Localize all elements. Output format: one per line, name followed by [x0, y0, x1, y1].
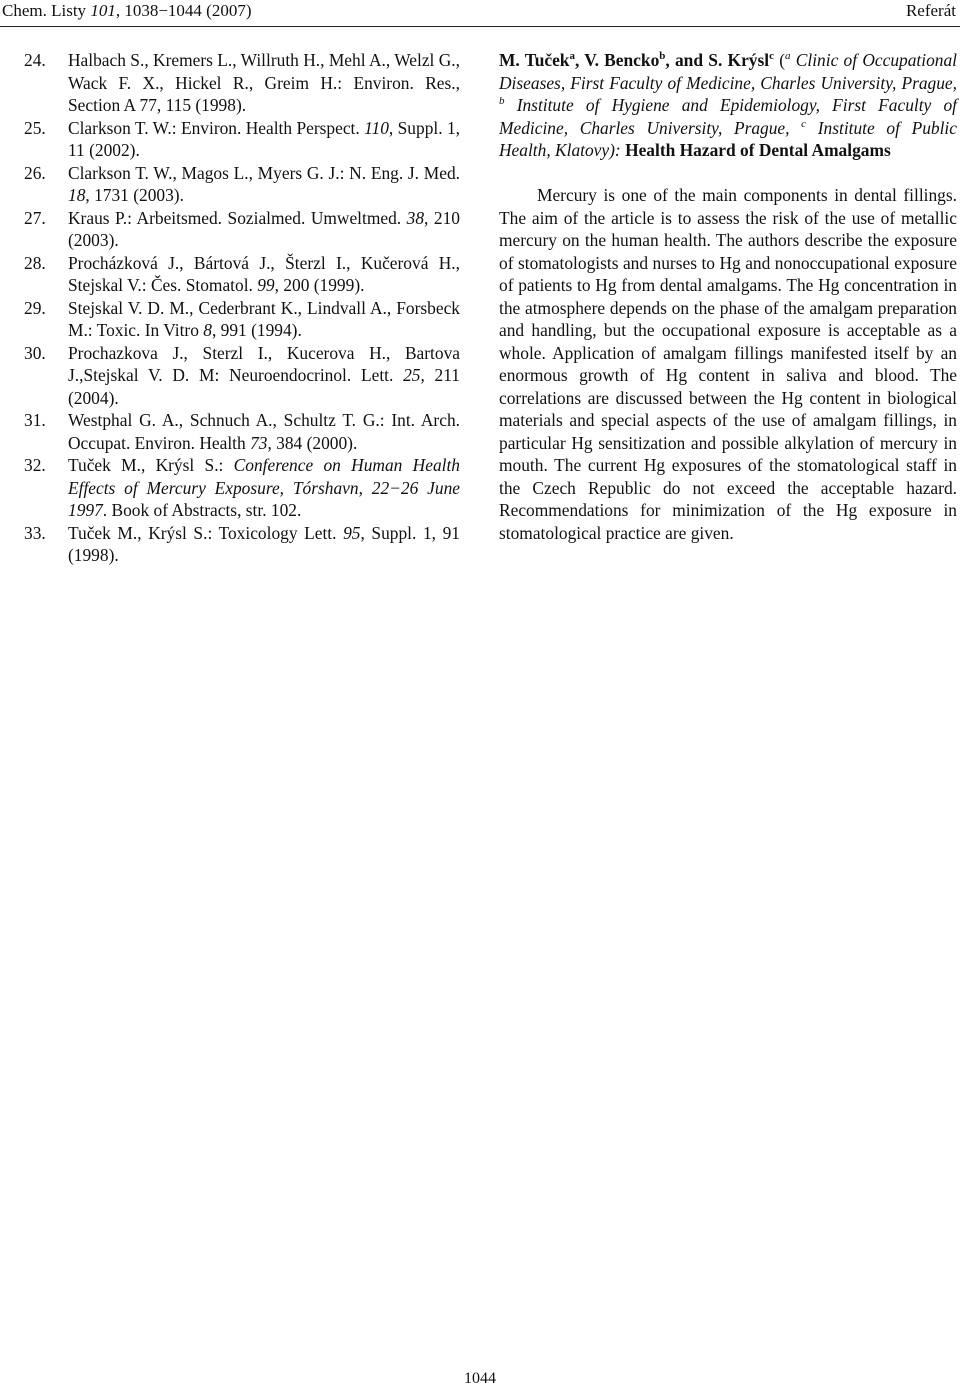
author-1-affiliation-mark: a — [569, 50, 575, 63]
affiliation-c: Institute of Public Health, Klatovy): — [499, 117, 957, 160]
affiliation-b-mark: b — [499, 95, 505, 108]
reference-conference-title: Conference on Human Health Effects of Mercury Exposure, Tórshavn, 22−26 June 1997 — [68, 455, 460, 520]
journal-pages-end: 1044 (2007) — [167, 1, 252, 20]
reference-number: 25. — [24, 117, 46, 138]
journal-citation — [2, 1, 251, 21]
affiliation-a-mark: a — [785, 50, 791, 63]
journal-pages-dash: − — [158, 1, 168, 20]
reference-text-end: , Suppl. 1, 91 (1998). — [68, 522, 460, 565]
reference-item — [24, 522, 460, 567]
reference-text: Prochazkova J., Sterzl I., Kucerova H., Bartova J.,Stejskal V. D. M: Neuroendocrinol. Lett. — [68, 342, 460, 385]
affiliation-a: Clinic of Occupational Diseases, First Faculty of Medicine, Charles University, Prague, — [499, 50, 957, 93]
reference-text-end: , 991 (1994). — [211, 320, 302, 340]
journal-name: Chem. Listy — [2, 1, 91, 20]
reference-item — [24, 454, 460, 522]
author-2-affiliation-mark: b — [659, 50, 666, 63]
reference-item — [24, 342, 460, 410]
journal-pages-start: , 1038 — [115, 1, 159, 20]
reference-item — [24, 207, 460, 252]
reference-text: Procházková J., Bártová J., Šterzl I., Kučerová H., Stejskal V.: Čes. Stomatol. — [68, 252, 460, 295]
references-column — [24, 49, 460, 567]
reference-volume: 110 — [364, 117, 389, 138]
reference-number: 28. — [24, 252, 46, 273]
reference-item — [24, 117, 460, 162]
reference-number: 31. — [24, 410, 46, 430]
reference-text: Stejskal V. D. M., Cederbrant K., Lindvall A., Forsbeck M.: Toxic. In Vitro — [68, 297, 460, 340]
reference-text: Tuček M., Krýsl S.: — [68, 455, 234, 475]
section-label: Referát — [905, 1, 956, 20]
reference-volume: 99 — [257, 275, 275, 295]
abstract-heading — [499, 49, 957, 162]
reference-text-end: , 211 (2004). — [68, 365, 460, 408]
reference-volume: 95 — [343, 522, 361, 543]
reference-text: Clarkson T. W., Magos L., Myers G. J.: N. Eng. J. Med. — [68, 162, 460, 183]
reference-volume: 38 — [406, 207, 425, 228]
reference-text-end: , 200 (1999). — [274, 275, 365, 295]
abstract-title: Health Hazard of Dental Amalgams — [625, 140, 891, 160]
reference-text-end: . Book of Abstracts, str. 102. — [102, 500, 302, 520]
reference-item — [24, 409, 460, 454]
reference-item — [24, 49, 460, 117]
reference-number: 27. — [24, 207, 46, 228]
reference-volume: 18 — [68, 185, 86, 205]
reference-number: 32. — [24, 455, 46, 475]
reference-text-end: , 210 (2003). — [68, 207, 460, 250]
reference-number: 33. — [24, 522, 46, 543]
reference-number: 29. — [24, 297, 46, 318]
reference-text: Westphal G. A., Schnuch A., Schultz T. G.: Int. Arch. Occupat. Environ. Health — [68, 410, 460, 453]
affiliation-b: Institute of Hygiene and Epidemiology, First Faculty of Medicine, Charles University, Prague, — [499, 95, 957, 138]
page-number: 1044 — [464, 1370, 496, 1387]
reference-number: 24. — [24, 50, 46, 70]
english-abstract — [499, 49, 957, 544]
reference-volume: 25 — [403, 365, 421, 385]
abstract-body: Mercury is one of the main components in dental fillings. The aim of the article is to assess the risk of the use of metallic mercury on the human health. The authors describe the exposure of stomatologists and nurses to Hg and nonoccupational exposure of patients to Hg from dental amalgams. The Hg concentration in the atmosphere depends on the phase of the amalgam preparation and handling, but the occupational exposure is acceptable as a whole. Application of amalgam fillings manifested itself by an enormous growth of Hg content in saliva and blood. The correlations are discussed between the Hg content in biological materials and special aspects of the use of amalgam fillings, in particular Hg sensitization and possible alkylation of mercury in mouth. The current Hg exposures of the stomatological staff in the Czech Republic do not exceed the acceptable hazard. Recommendations for minimization of the Hg exposure in stomatological practice are given. — [499, 185, 957, 543]
reference-number: 26. — [24, 162, 46, 183]
journal-volume: 101 — [90, 1, 116, 20]
reference-item — [24, 252, 460, 297]
affiliation-c-mark: c — [801, 117, 807, 130]
reference-item — [24, 297, 460, 342]
reference-text: Clarkson T. W.: Environ. Health Perspect. — [68, 117, 365, 138]
author-1: M. Tuček — [499, 50, 570, 70]
author-3-affiliation-mark: c — [769, 50, 774, 63]
author-2: , V. Bencko — [574, 50, 660, 70]
reference-item — [24, 162, 460, 207]
reference-volume: 73 — [250, 432, 268, 453]
reference-number: 30. — [24, 342, 46, 363]
reference-text-end: , 1731 (2003). — [85, 185, 184, 205]
author-3: , and S. Krýsl — [665, 50, 770, 70]
reference-text: Tuček M., Krýsl S.: Toxicology Lett. — [68, 522, 344, 543]
affiliation-open-paren: ( — [773, 50, 786, 70]
reference-volume: 8 — [203, 320, 212, 340]
reference-text-end: , Suppl. 1, 11 (2002). — [68, 117, 460, 160]
reference-text-end: , 384 (2000). — [267, 432, 358, 453]
reference-text: Kraus P.: Arbeitsmed. Sozialmed. Umweltmed. — [68, 207, 407, 228]
reference-text: Halbach S., Kremers L., Willruth H., Mehl A., Welzl G., Wack F. X., Hickel R., Greim H.: Environ. Res., Section A 77, 115 (1998). — [68, 50, 460, 115]
running-header — [0, 0, 960, 27]
